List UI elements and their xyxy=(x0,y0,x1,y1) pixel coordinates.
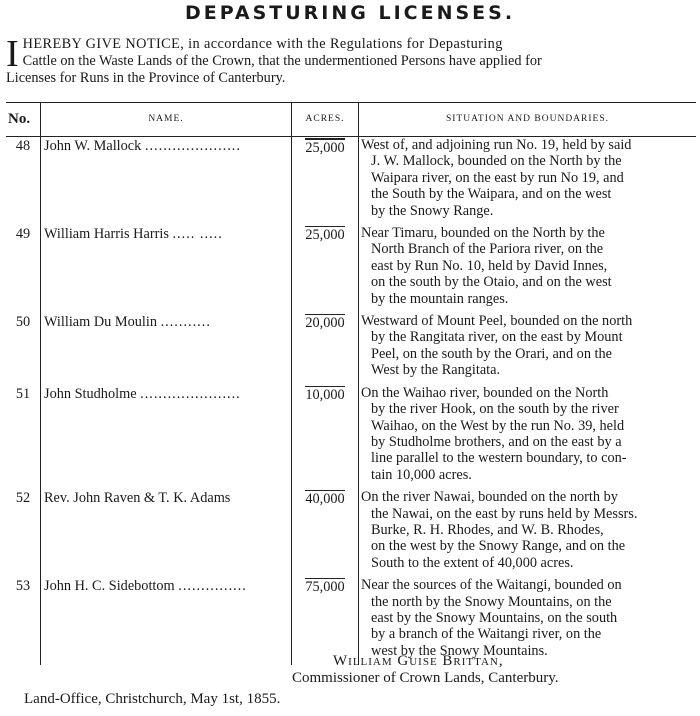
situation-line: by Studholme brothers, and on the east by a xyxy=(371,433,622,450)
row-acres-cell xyxy=(292,489,359,577)
header-no: No. xyxy=(6,103,41,137)
acres-value: 10,000 xyxy=(305,386,345,403)
situation-line: the north by the Snowy Mountains, on the xyxy=(371,593,612,610)
row-number: 51 xyxy=(15,385,31,402)
row-acres-cell xyxy=(292,385,359,489)
row-situation-cell xyxy=(359,385,697,489)
row-situation-cell xyxy=(359,313,697,385)
row-name-cell xyxy=(41,313,292,385)
licensee-name: John H. C. Sidebottom xyxy=(44,578,175,595)
situation-line: by the Rangitata river, on the east by Mount xyxy=(371,329,623,346)
situation-line: Peel, on the south by the Orari, and on the xyxy=(371,345,613,362)
licensee-name: William Du Moulin xyxy=(44,314,157,331)
situation-line: West by the Rangitata. xyxy=(371,362,501,379)
situation-line: Westward of Mount Peel, bounded on the north xyxy=(361,313,633,330)
situation-line: by the Snowy Range. xyxy=(371,202,494,219)
acres-value: 40,000 xyxy=(305,491,345,508)
licensee-name: Rev. John Raven & T. K. Adams xyxy=(44,490,231,507)
row-name-cell xyxy=(41,577,292,665)
leader-dots: ..................... xyxy=(144,138,241,154)
row-situation-cell xyxy=(359,489,697,577)
table-row xyxy=(6,137,696,226)
row-name-cell xyxy=(41,137,292,226)
acres-value: 25,000 xyxy=(305,140,345,156)
situation-line: West of, and adjoining run No. 19, held by said xyxy=(361,137,632,153)
row-situation-cell xyxy=(359,225,697,313)
acres-value: 25,000 xyxy=(305,227,345,244)
row-situation-cell xyxy=(359,137,697,226)
notice-paragraph xyxy=(6,33,694,87)
row-number: 53 xyxy=(15,578,31,595)
header-name: NAME. xyxy=(41,103,292,137)
situation-line: Waihao, on the West by the run No. 39, held xyxy=(371,417,625,434)
situation-line: the South by the Waipara, and on the west xyxy=(371,186,612,203)
situation-line: Burke, R. H. Rhodes, and W. B. Rhodes, xyxy=(371,521,604,538)
page-title: DEPASTURING LICENSES. xyxy=(184,2,516,24)
situation-line: Near the sources of the Waitangi, bounded on xyxy=(361,577,622,594)
acres-value: 75,000 xyxy=(305,579,345,596)
table-header-row xyxy=(6,103,696,137)
row-acres-cell xyxy=(292,313,359,385)
situation-line: the Nawai, on the east by runs held by Messrs. xyxy=(371,505,638,522)
situation-line: On the river Nawai, bounded on the north by xyxy=(361,489,618,506)
signatory-title: Commissioner of Crown Lands, Canterbury. xyxy=(292,670,559,686)
situation-line: Near Timaru, bounded on the North by the xyxy=(361,225,605,242)
situation-line: Waipara river, on the east by run No 19, and xyxy=(371,169,624,186)
table-row xyxy=(6,489,696,577)
situation-line: J. W. Mallock, bounded on the North by the xyxy=(371,153,622,170)
notice-line-1: HEREBY GIVE NOTICE, in accordance with the Regulations for Depasturing xyxy=(22,36,503,52)
licensee-name: John W. Mallock xyxy=(44,138,142,154)
situation-line: line parallel to the western boundary, to con- xyxy=(371,450,627,467)
licensee-name: William Harris Harris xyxy=(44,226,169,243)
row-name-cell xyxy=(41,385,292,489)
notice-line-3: Licenses for Runs in the Province of Canterbury. xyxy=(6,70,286,86)
licensee-name: John Studholme xyxy=(44,385,137,402)
office-dateline: Land-Office, Christchurch, May 1st, 1855. xyxy=(24,691,281,707)
row-name-cell xyxy=(41,489,292,577)
row-name-cell xyxy=(41,225,292,313)
situation-line: on the west by the Snowy Range, and on the xyxy=(371,538,626,555)
leader-dots: ...................... xyxy=(140,385,241,402)
row-number: 50 xyxy=(15,314,31,331)
situation-line: east by Run No. 10, held by David Innes, xyxy=(371,257,608,274)
header-acres: ACRES. xyxy=(292,103,359,137)
row-number: 52 xyxy=(15,490,31,507)
acres-value: 20,000 xyxy=(305,315,345,332)
row-acres-cell xyxy=(292,137,359,226)
situation-line: by the river Hook, on the south by the river xyxy=(371,401,619,418)
situation-line: on the south by the Otaio, and on the west xyxy=(371,274,612,291)
leader-dots: ............... xyxy=(178,578,247,595)
header-situation: SITUATION AND BOUNDARIES. xyxy=(359,103,697,137)
row-number: 49 xyxy=(15,226,31,243)
drop-cap: I xyxy=(6,33,19,75)
situation-line: North Branch of the Pariora river, on the xyxy=(371,241,604,258)
licenses-table xyxy=(6,102,696,665)
leader-dots: ........... xyxy=(160,314,211,331)
situation-line: South to the extent of 40,000 acres. xyxy=(371,554,574,571)
signatory-name: William Guise Brittan, xyxy=(333,653,504,669)
situation-line: west by the Snowy Mountains. xyxy=(371,642,548,659)
situation-line: east by the Snowy Mountains, on the south xyxy=(371,609,618,626)
situation-line: On the Waihao river, bounded on the North xyxy=(361,384,609,401)
situation-line: tain 10,000 acres. xyxy=(371,466,472,483)
situation-line: by a branch of the Waitangi river, on the xyxy=(371,626,602,643)
row-number: 48 xyxy=(15,138,31,154)
leader-dots: ..... ..... xyxy=(172,226,223,243)
table-row xyxy=(6,385,696,489)
table-row xyxy=(6,225,696,313)
row-acres-cell xyxy=(292,225,359,313)
table-row xyxy=(6,313,696,385)
notice-line-2: Cattle on the Waste Lands of the Crown, that the undermentioned Persons have applied for xyxy=(22,53,542,69)
situation-line: by the mountain ranges. xyxy=(371,290,509,307)
